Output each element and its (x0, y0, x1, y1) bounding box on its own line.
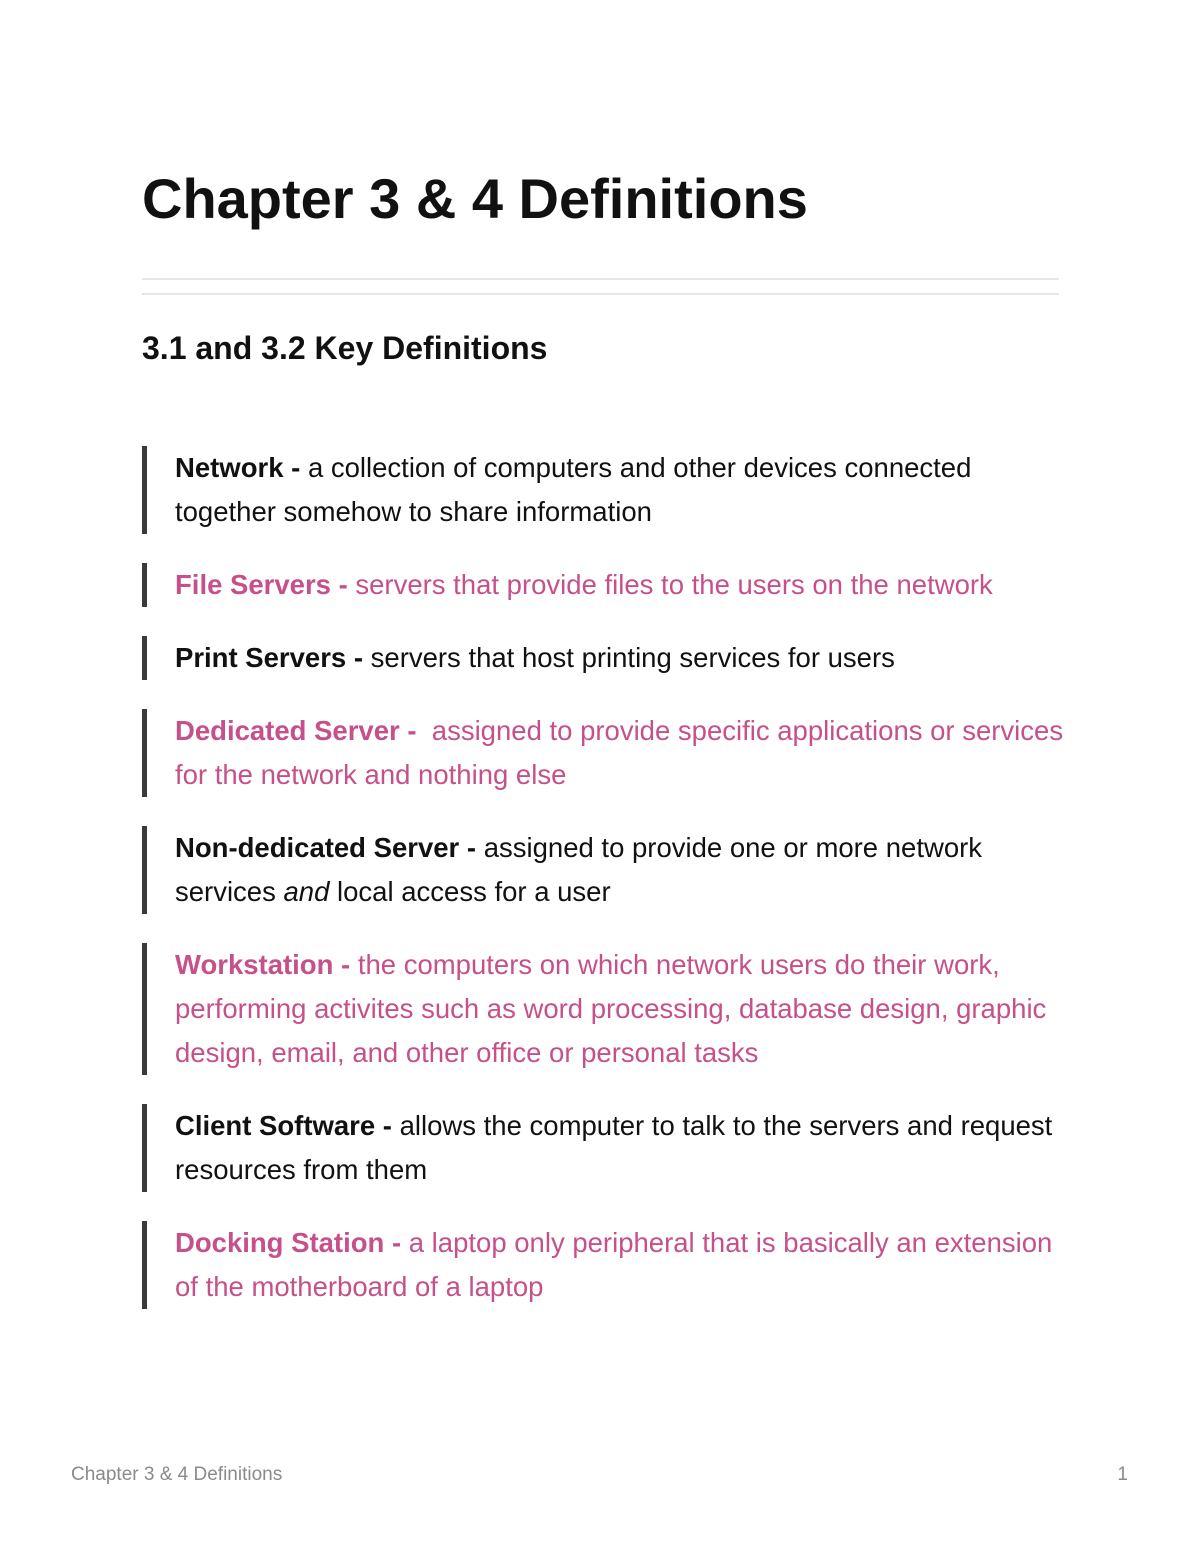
definition-network (142, 446, 1072, 534)
definition-term: Network - (175, 452, 308, 483)
definition-term: Docking Station - (175, 1227, 409, 1258)
definition-dedicated-server (142, 709, 1072, 797)
definition-term: Non-dedicated Server - (175, 832, 484, 863)
definition-text-end: local access for a user (329, 876, 611, 907)
definition-text: assigned to provide one or more network services (175, 832, 983, 907)
definition-term: Client Software - (175, 1110, 400, 1141)
definition-text: servers that host printing services for users (370, 642, 895, 673)
section-heading: 3.1 and 3.2 Key Definitions (142, 330, 548, 366)
definition-term: Dedicated Server - (175, 715, 425, 746)
title-divider-bottom (142, 293, 1059, 295)
definition-emphasis: and (283, 876, 330, 907)
definition-non-dedicated-server (142, 826, 1072, 914)
definition-term: Print Servers - (175, 642, 371, 673)
definition-client-software (142, 1104, 1072, 1192)
definition-list (142, 446, 1072, 1338)
definition-term: File Servers - (175, 569, 356, 600)
definition-docking-station (142, 1221, 1072, 1309)
definition-term: Workstation - (175, 949, 358, 980)
page-title: Chapter 3 & 4 Definitions (142, 167, 808, 230)
definition-text: assigned to provide specific applications or services for the network and nothing else (175, 715, 1071, 790)
footer-page-number: 1 (1117, 1464, 1128, 1485)
definition-text: the computers on which network users do their work, performing activites such as word processing, database design, graphic design, email, and other office or personal tasks (175, 949, 1047, 1068)
definition-text: a collection of computers and other devices connected together somehow to share information (175, 452, 972, 527)
definition-workstation (142, 943, 1072, 1075)
definition-print-servers (142, 636, 1072, 680)
definition-text: a laptop only peripheral that is basically an extension of the motherboard of a laptop (175, 1227, 1053, 1302)
definition-text: servers that provide files to the users on the network (355, 569, 993, 600)
title-divider-top (142, 278, 1059, 280)
definition-file-servers (142, 563, 1072, 607)
definition-text: allows the computer to talk to the servers and request resources from them (175, 1110, 1053, 1185)
footer-document-name: Chapter 3 & 4 Definitions (71, 1464, 283, 1485)
